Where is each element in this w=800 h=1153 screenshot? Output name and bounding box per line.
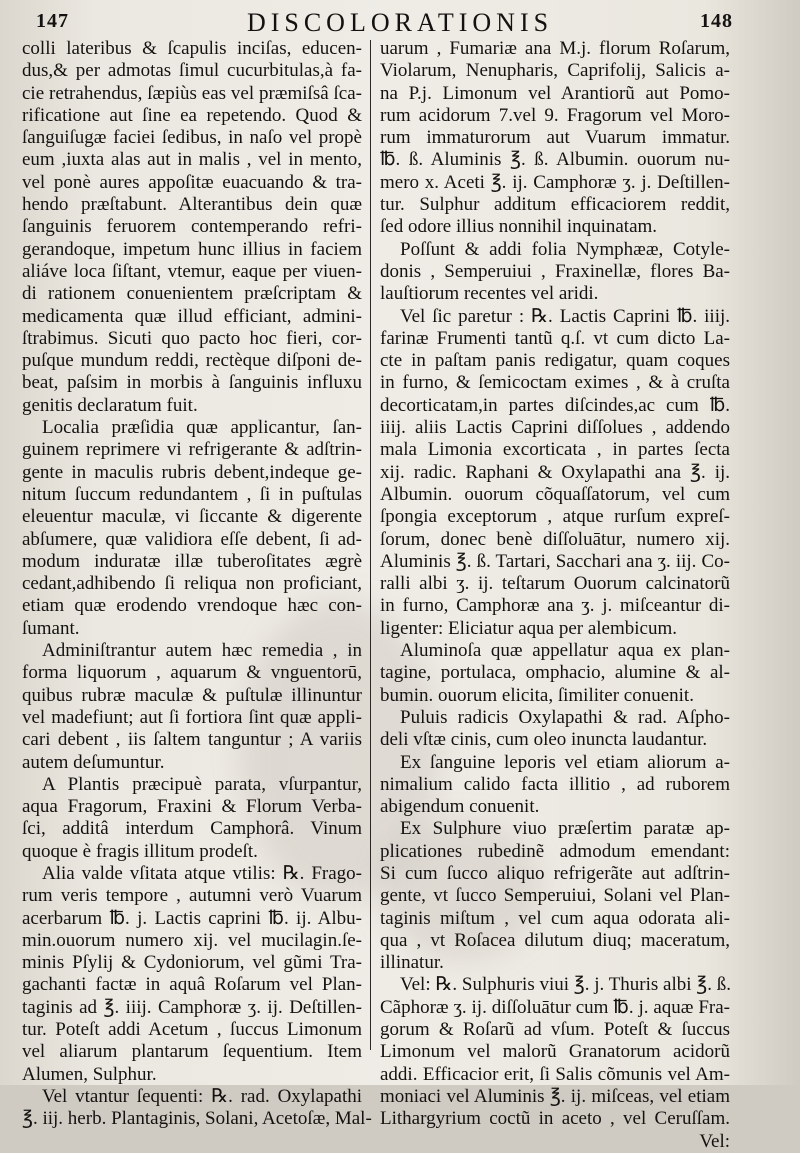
text-line: cie retrahendus, ſæpiùs eas vel præmiſsâ ſca- — [22, 82, 362, 104]
text-line: minis Pſylij & Cydoniorum, vel gũmi Tra- — [22, 952, 362, 974]
text-line: vel madefiunt; aut ſi fortiora ſint quæ appli- — [22, 706, 362, 728]
text-line: aqua Fragorum, Fraxini & Florum Verba- — [22, 796, 362, 818]
text-line: Localia præſidia quæ applicantur, ſan- — [42, 417, 362, 439]
text-line: genitis declaratum fuit. — [22, 394, 198, 416]
text-line: ſorum, donec benè diſſoluātur, numero xij. — [380, 528, 730, 550]
text-line: Limonum vel malorũ Granatorum acidorũ — [380, 1041, 730, 1063]
text-line: ℥. iij. herb. Plantaginis, Solani, Acetoſæ, Mal- — [22, 1108, 372, 1130]
catchword: Vel: — [699, 1130, 730, 1152]
page-header — [0, 8, 800, 38]
text-line: abigendum conuenit. — [380, 796, 540, 818]
text-line: eum ,iuxta alas aut in malis , vel in mento, — [22, 149, 362, 171]
text-line: forma liquorum , aquarum & vnguentorū, — [22, 662, 362, 684]
running-title: DISCOLORATIONIS — [246, 8, 554, 37]
text-line: mala Limonia excorticata , in partes ſecta — [380, 439, 730, 461]
text-line: guinem reprimere vi refrigerante & adſtrin- — [22, 439, 362, 461]
text-line: moniaci vel Aluminis ℥. ij. miſceas, vel etiam — [380, 1085, 730, 1107]
text-line: Violarum, Nenupharis, Caprifolij, Salicis a- — [380, 60, 730, 82]
text-line: di rationem conuenientem præſcriptam & — [22, 283, 362, 305]
text-line: iiij. aliis Lactis Caprini diſſolues , addendo — [380, 417, 730, 439]
text-line: puſque mundum reddi, rectèque diſponi de- — [22, 350, 362, 372]
text-line: autem deſumuntur. — [22, 751, 165, 773]
text-line: acerbarum ℔. j. Lactis caprini ℔. ij. Albu- — [22, 907, 362, 929]
text-line: mero x. Aceti ℥. ij. Camphoræ ʒ. j. Deſtillen- — [380, 171, 730, 193]
text-line: beat, paſsim in morbis à ſanguinis influxu — [22, 372, 362, 394]
text-line: deli vſtæ cinis, cum oleo inuncta laudantur. — [380, 729, 708, 751]
left-text-column — [22, 38, 372, 1131]
text-line: gachanti factæ in aquâ Roſarum vel Plan- — [22, 974, 362, 996]
text-line: rum immaturorum aut Vuarum immatur. — [380, 127, 730, 149]
text-line: uarum , Fumariæ ana M.j. florum Roſarum, — [380, 38, 730, 59]
text-line: bumin. ouorum elicita, ſimiliter conuenit. — [380, 684, 694, 706]
text-line: plicationes rubedinẽ admodum emendant: — [380, 840, 730, 862]
text-line: Lithargyrium coctũ in aceto , vel Ceruſſam. — [380, 1108, 730, 1130]
text-line: eleuentur maculæ, vi ſiccante & digerente — [22, 506, 362, 528]
text-line: ſanguiſugæ faciei ſedibus, in naſo vel propè — [22, 127, 362, 149]
text-line: ſci, additâ interdum Camphorâ. Vinum — [22, 818, 362, 840]
text-line: gente, vt ſucco Semperuiui, Solani vel Plan- — [380, 885, 730, 907]
text-line: cte in paſtam panis redigatur, quam coques — [380, 350, 730, 372]
text-line: farinæ Frumenti tantũ q.ſ. vt cum dicto La- — [380, 327, 730, 349]
text-line: gente in maculis rubris debent,indeque ge- — [22, 461, 362, 483]
right-page-number: 148 — [700, 10, 733, 32]
text-line: Ex Sulphure viuo præſertim paratæ ap- — [400, 818, 730, 840]
text-line: Aluminoſa quæ appellatur aqua ex plan- — [400, 640, 730, 662]
text-line: Alumen, Sulphur. — [22, 1063, 157, 1085]
text-line: tur. Poteſt addi Acetum , ſuccus Limonum — [22, 1019, 362, 1041]
text-line: ℔. ß. Aluminis ℥. ß. Albumin. ouorum nu- — [380, 149, 730, 171]
text-line: hendo præſtabunt. Alterantibus dein quæ — [22, 194, 362, 216]
right-text-column — [380, 38, 730, 1153]
text-line: ſumant. — [22, 617, 80, 639]
text-line: Albumin. ouorum cõquaſſatorum, vel cum — [380, 483, 730, 505]
text-line: xij. radic. Raphani & Oxylapathi ana ℥. ij. — [380, 461, 730, 483]
text-line: Vel ſic paretur : ℞. Lactis Caprini ℔. iiij. — [400, 305, 730, 327]
text-line: in furno, & ſemicoctam eximes , & à cruſta — [380, 372, 730, 394]
text-line: qua , vt Roſacea dilutum diuq; maceratum, — [380, 929, 730, 951]
text-line: etiam quæ erodendo vrendoque hæc con- — [22, 595, 362, 617]
text-line: gerandoque, impetum hunc illius in faciem — [22, 238, 362, 260]
text-line: ligenter: Eliciatur aqua per alembicum. — [380, 617, 678, 639]
text-line: cedant,adhibendo ſi reliqua non proficiant, — [22, 573, 362, 595]
text-line: addi. Efficacior erit, ſi Salis cõmunis vel Am- — [380, 1063, 730, 1085]
left-page-number: 147 — [36, 10, 69, 32]
text-line: tagine, portulaca, omphacio, alumine & al- — [380, 662, 730, 684]
text-line: Vel: ℞. Sulphuris viui ℥. j. Thuris albi ℥. ß. — [400, 974, 732, 996]
text-line: vel ponè aures appoſitæ euacuando & tra- — [22, 171, 362, 193]
text-line: aliáve loca ſiſtant, vtemur, eaque per viuen- — [22, 260, 362, 282]
text-line: Poſſunt & addi folia Nymphææ, Cotyle- — [400, 238, 730, 260]
text-line: nimalium calido facta illitio , ad ruborem — [380, 773, 730, 795]
text-line: colli lateribus & ſcapulis inciſas, educen- — [22, 38, 362, 59]
text-line: ralli albi ʒ. ij. teſtarum Ouorum calcinatorũ — [380, 573, 730, 595]
text-line: lauſtiorum recentes vel aridi. — [380, 283, 599, 305]
text-line: gorum & Roſarũ ad vſum. Poteſt & ſuccus — [380, 1019, 730, 1041]
text-line: Ex ſanguine leporis vel etiam aliorum a- — [400, 751, 730, 773]
text-line: rum veris tempore , autumni verò Vuarum — [22, 885, 362, 907]
text-line: nitum ſuccum redundantem , ſi in puſtulas — [22, 483, 362, 505]
text-line: na P.j. Limonum vel Arantiorũ aut Pomo- — [380, 82, 730, 104]
text-line: abſumere, quæ validiora eſſe debent, ſi ad- — [22, 528, 362, 550]
text-line: Adminiſtrantur autem hæc remedia , in — [42, 640, 362, 662]
text-line: taginis ad ℥. iiij. Camphoræ ʒ. ij. Deſtillen- — [22, 996, 362, 1018]
text-line: quoque è fragis illitum prodeſt. — [22, 840, 258, 862]
text-line: illinatur. — [380, 952, 444, 974]
text-line: taginis miſtum , vel cum aqua odorata ali- — [380, 907, 730, 929]
text-line: Puluis radicis Oxylapathi & rad. Aſpho- — [400, 706, 730, 728]
text-line: dus,& per admotas ſimul cucurbitulas,à fa- — [22, 60, 362, 82]
text-line: ſed odore illius nonnihil inquinatam. — [380, 216, 658, 238]
text-line: min.ouorum numero xij. vel mucilagin.ſe- — [22, 929, 362, 951]
text-line: Si cum ſucco aliquo refrigerãte aut adſtrin- — [380, 862, 730, 884]
column-divider — [370, 40, 371, 1050]
text-line: Vel vtantur ſequenti: ℞. rad. Oxylapathi — [42, 1085, 362, 1107]
text-line: Aluminis ℥. ß. Tartari, Sacchari ana ʒ. iij. Co- — [380, 550, 730, 572]
text-line: modum induratæ illæ tuberoſitates ægrè — [22, 550, 362, 572]
text-line: rum acidorum 7.vel 9. Fragorum vel Moro- — [380, 104, 730, 126]
text-line: quibus rubræ maculæ & puſtulæ illinuntur — [22, 684, 362, 706]
text-line: medicamenta quæ illud efficiant, admini- — [22, 305, 362, 327]
text-line: decorticatam,in partes diſcindes,ac cum ℔. — [380, 394, 730, 416]
text-line: ſpongia exceptorum , atque rurſum expreſ- — [380, 506, 730, 528]
text-line: vel aliarum plantarum ſequentium. Item — [22, 1041, 362, 1063]
text-line: ſanguinis feruorem contemperando refri- — [22, 216, 362, 238]
text-line: Cãphoræ ʒ. ij. diſſoluātur cum ℔. j. aquæ Fra- — [380, 996, 730, 1018]
text-line: cari debent , iis ſaltem tanguntur ; A variis — [22, 729, 362, 751]
text-line: A Plantis præcipuè parata, vſurpantur, — [42, 773, 362, 795]
text-line: ſtrabimus. Sicuti quo pacto hoc fieri, cor- — [22, 327, 362, 349]
text-line: in furno, Camphoræ ana ʒ. j. miſceantur di- — [380, 595, 730, 617]
text-line: rificatione aut ſine ea repetendo. Quod & — [22, 104, 362, 126]
text-line: tur. Sulphur additum efficaciorem reddit, — [380, 194, 730, 216]
text-line: donis , Semperuiui , Fraxinellæ, flores Ba- — [380, 260, 730, 282]
text-line: Alia valde vſitata atque vtilis: ℞. Frago- — [42, 862, 362, 884]
